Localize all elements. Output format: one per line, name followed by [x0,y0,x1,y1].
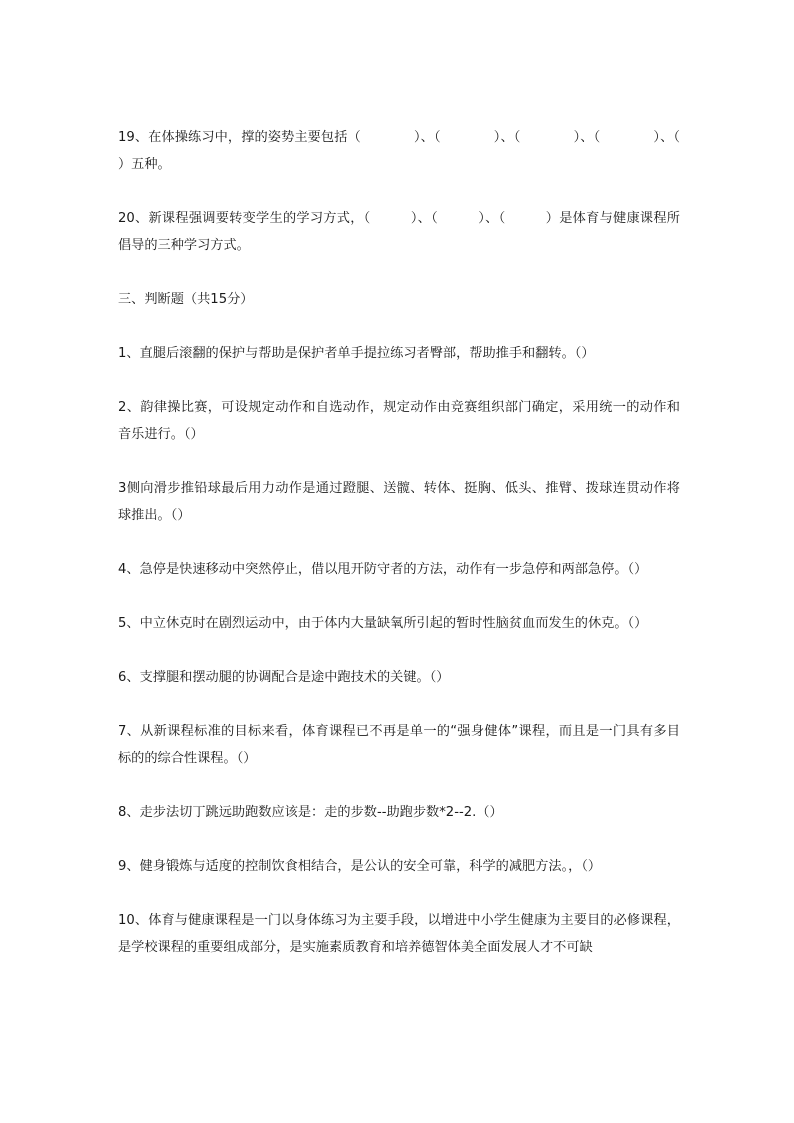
judgement-question-2: 2、韵律操比赛，可设规定动作和自选动作，规定动作由竞赛组织部门确定，采用统一的动作和音乐进行。（） [118,400,680,442]
judgement-question-3: 3侧向滑步推铅球最后用力动作是通过蹬腿、送髋、转体、挺胸、低头、推臂、拨球连贯动作将球推出。（） [118,481,680,523]
judgement-question-5: 5、中立休克时在剧烈运动中，由于体内大量缺氧所引起的暂时性脑贫血而发生的休克。（） [118,616,648,631]
judgement-question-7: 7、从新课程标准的目标来看，体育课程已不再是单一的“强身健体”课程，而且是一门具有多目标的的综合性课程。（） [118,724,680,766]
question-19: 19、在体操练习中，撑的姿势主要包括（ ）、（ ）、（ ）、（ ）、（ ）五种。 [118,130,733,172]
judgement-question-4: 4、急停是快速移动中突然停止，借以甩开防守者的方法，动作有一步急停和两部急停。（） [118,562,648,577]
question-20: 20、新课程强调要转变学生的学习方式，（ ）、（ ）、（ ）是体育与健康课程所倡导的三种学习方式。 [118,211,680,253]
judgement-question-1: 1、直腿后滚翻的保护与帮助是保护者单手提拉练习者臀部，帮助推手和翻转。（） [118,346,595,361]
judgement-question-6: 6、支撑腿和摆动腿的协调配合是途中跑技术的关键。（） [118,670,450,685]
document-body [118,124,733,988]
judgement-question-8: 8、走步法切丁跳远助跑数应该是：走的步数--助跑步数*2--2.（） [118,805,503,820]
judgement-question-9: 9、健身锻炼与适度的控制饮食相结合，是公认的安全可靠，科学的减肥方法。，（） [118,859,602,874]
section-heading-judgement: 三、判断题（共15分） [118,292,254,307]
judgement-question-10: 10、体育与健康课程是一门以身体练习为主要手段，以增进中小学生健康为主要目的必修课程，是学校课程的重要组成部分，是实施素质教育和培养德智体美全面发展人才不可缺 [118,913,680,955]
